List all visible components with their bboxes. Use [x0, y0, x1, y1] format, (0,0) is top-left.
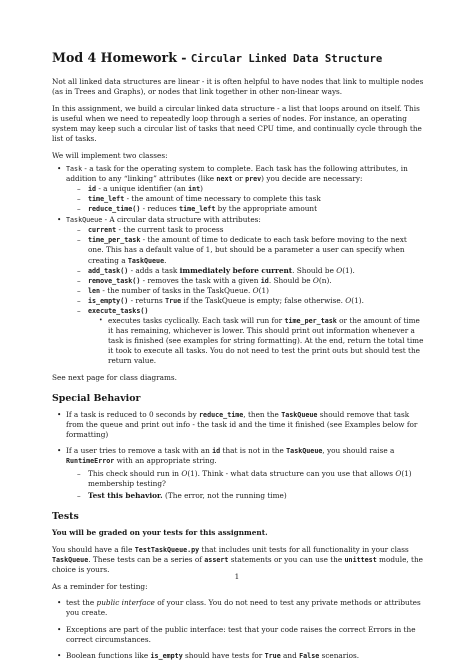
attr-code: remove_task() [88, 276, 141, 285]
task-attr-reduce-time [76, 204, 424, 214]
attr-code2: time_left [179, 205, 216, 214]
title-prefix: Mod 4 Homework - [52, 50, 191, 65]
tp-b: that includes unit tests for all functionality in your class [199, 544, 409, 554]
tq-attr-len [76, 286, 424, 296]
attr-bold: immediately before current [179, 265, 293, 275]
intro-paragraph-1: Not all linked data structures are linear - it is often helpful to have nodes that link to multiple nodes (as in Trees and Graphs), or nodes that link together in other non-linear ways. [52, 77, 424, 97]
tests-bullet-3 [52, 651, 424, 661]
task-desc-b: ) you decide are necessary: [261, 173, 363, 183]
exec-code: time_per_task [284, 317, 337, 326]
attr-code: execute_tasks() [88, 306, 149, 315]
sb2-a: If a user tries to remove a task with an [66, 445, 213, 455]
attr-code: id [88, 184, 97, 193]
taskqueue-desc: - A circular data structure with attributes: [102, 215, 261, 225]
tests-paragraph [52, 545, 424, 575]
big-o: O [336, 265, 343, 275]
tp-d: statements or you can use the [228, 555, 345, 565]
page-title [52, 50, 424, 67]
attr-code: reduce_time() [88, 205, 141, 214]
attr-text-b: by the appropriate amount [215, 204, 318, 214]
attr-text-b: . [164, 255, 167, 265]
class-taskqueue [52, 215, 424, 366]
class-list [52, 164, 424, 367]
tb3-b: should have tests for [182, 650, 265, 660]
sb1-b: , then the [243, 409, 282, 419]
see-next-page: See next page for class diagrams. [52, 372, 177, 382]
sb2-code2: TaskQueue [286, 446, 323, 455]
big-o: O [312, 275, 319, 285]
tp-code: TestTaskQueue.py [134, 545, 200, 554]
ss2-text: (The error, not the running time) [162, 491, 287, 501]
attr-text: - returns [128, 295, 166, 305]
attr-text: - reduces [140, 204, 180, 214]
big-o: O [181, 469, 188, 479]
tq-attr-current [76, 225, 424, 235]
special-sub-1 [76, 469, 424, 489]
attr-text: - adds a task [128, 265, 180, 275]
attr-code: is_empty() [88, 296, 129, 305]
special-behavior-list [52, 410, 424, 502]
sb1-code2: TaskQueue [281, 410, 318, 419]
tp-c: . These tests can be a series of [88, 555, 205, 565]
big-o: O [395, 469, 402, 479]
attr-text: - removes the task with a given [140, 275, 261, 285]
tests-graded [52, 528, 424, 538]
ss2-bold: Test this behavior. [88, 491, 163, 501]
special-bullet-2 [52, 446, 424, 501]
attr-text: - the amount of time to dedicate to each task before moving to the next one. This has a default value of 1, but should be a parameter a user can specify when creating a [88, 235, 407, 265]
sb1-code: reduce_time [199, 410, 244, 419]
ss1-c: (1) membership testing? [88, 469, 412, 489]
ss1-b: (1). Think - what data structure can you use that allows [187, 469, 396, 479]
big-o-arg: (1) [258, 285, 269, 295]
tb3-a: Boolean functions like [66, 650, 151, 660]
big-o-arg: (1). [342, 265, 355, 275]
taskqueue-class-name: TaskQueue [66, 216, 103, 225]
big-o-arg: (1). [351, 295, 364, 305]
ss1-a: This check should run in [88, 469, 182, 479]
class-task [52, 164, 424, 214]
attr-text-b: ) [200, 183, 204, 193]
tests-heading: Tests [52, 511, 79, 523]
tb3-code2: True [264, 651, 281, 660]
tests-bullet-1 [52, 598, 424, 618]
sb1-a: If a task is reduced to 0 seconds by [66, 409, 200, 419]
task-class-name: Task [66, 164, 83, 173]
page-number: 1 [234, 572, 240, 581]
sb2-b: that is not in the [220, 445, 287, 455]
task-next: next [216, 174, 233, 183]
attr-code: current [88, 226, 117, 235]
tq-attr-add-task [76, 266, 424, 276]
taskqueue-attributes [76, 225, 424, 366]
task-prev: prev [245, 174, 262, 183]
tq-attr-time-per-task [76, 235, 424, 265]
tp-code4: unittest [344, 556, 377, 565]
attr-text: - the number of tasks in the TaskQueue. [100, 285, 253, 295]
big-o-arg: (n). [318, 275, 332, 285]
attr-code2: True [165, 296, 182, 305]
tb1-a: test the [66, 598, 97, 608]
sb2-code3: RuntimeError [66, 457, 115, 465]
big-o: O [345, 295, 352, 305]
special-bullet-1 [52, 410, 424, 440]
tp-code3: assert [204, 556, 229, 565]
title-mono: Circular Linked Data Structure [190, 53, 383, 65]
intro-paragraph-3: We will implement two classes: [52, 150, 168, 160]
intro-paragraph-2: In this assignment, we build a circular linked data structure - a list that loops around on itself. This is useful when we need to repeatedly loop through a series of nodes. For instance, an operating system may keep such a circular list of tasks that need CPU time, and continually cycle through the list of tasks. [52, 103, 422, 143]
tp-e: module, the choice is yours. [52, 555, 423, 575]
execute-details [96, 316, 424, 366]
tq-attr-remove-task [76, 276, 424, 286]
attr-code2: TaskQueue [127, 256, 165, 265]
exec-text-b: or the amount of time it has remaining, whichever is lower. This should print out information whenever a task is finished (see examples for string formatting). At the end, return the total time it took to execute all tasks. You do not need to test the print outs but should test the return value. [108, 316, 424, 366]
tb3-d: scenarios. [319, 650, 360, 660]
tb1-b: of your class. You do not need to test any private methods or attributes you create. [66, 598, 421, 618]
execute-description [96, 316, 424, 366]
attr-code: add_task() [88, 266, 129, 275]
attr-text-b: if the TaskQueue is empty; false otherwise. [181, 295, 346, 305]
tb3-c: and [280, 650, 300, 660]
attr-code2: int [188, 184, 201, 193]
tb3-code3: False [299, 651, 320, 660]
task-attr-id [76, 184, 424, 194]
special-behavior-heading: Special Behavior [52, 392, 141, 404]
tests-bullet-2: • Exceptions are part of the public interface: test that your code raises the correct Errors in the correct circumstances. [52, 625, 424, 645]
attr-text: - a unique identifier (an [96, 183, 189, 193]
attr-code2: id [260, 276, 269, 285]
sb1-c: should remove that task from the queue and print out info - the task id and the time it finished (see Examples below for formatting) [66, 409, 418, 439]
task-attr-time-left [76, 194, 424, 204]
tests-list [52, 598, 424, 660]
sb2-d: with an appropriate string. [114, 456, 217, 465]
task-desc-a: - a task for the operating system to complete. Each task has the following attributes, in addition to any “linking” attributes (like [66, 163, 408, 183]
sb2-code: id [212, 446, 221, 455]
attr-text-b: . Should be [268, 275, 313, 285]
tp-a: You should have a file [52, 544, 135, 554]
tq-attr-is-empty [76, 296, 424, 306]
sb2-c: , you should raise a [322, 445, 395, 455]
attr-text: - the current task to process [116, 225, 224, 235]
attr-code: time_left [88, 194, 125, 203]
tb1-italic: public interface [96, 598, 155, 608]
task-attributes [76, 184, 424, 214]
tb3-code: is_empty [150, 651, 183, 660]
task-or: or [232, 173, 246, 183]
tp-code2: TaskQueue [52, 556, 89, 565]
attr-code: len [88, 286, 101, 295]
exec-text-a: executes tasks cyclically. Each task will run for [108, 316, 285, 326]
tq-attr-execute-tasks [76, 306, 424, 367]
tests-reminder: As a reminder for testing: [52, 581, 148, 591]
tests-graded-text: You will be graded on your tests for this assignment. [52, 528, 268, 538]
attr-text-b: . Should be [292, 265, 337, 275]
special-sub-2 [76, 491, 424, 501]
special-sublist [76, 469, 424, 501]
big-o: O [252, 285, 259, 295]
attr-text: - the amount of time necessary to complete this task [124, 193, 321, 203]
attr-code: time_per_task [88, 236, 141, 245]
